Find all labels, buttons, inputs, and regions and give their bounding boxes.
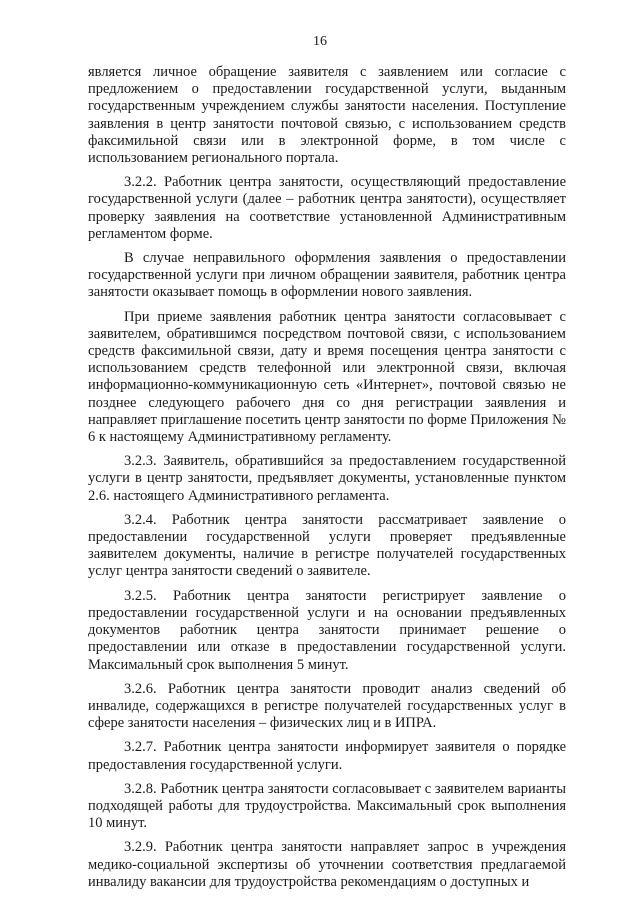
paragraph-3-2-8: 3.2.8. Работник центра занятости согласовывает с заявителем варианты подходящей работы для трудоустройства. Максимальный срок выполнения 10 минут. xyxy=(88,780,566,832)
paragraph-3-2-3: 3.2.3. Заявитель, обратившийся за предоставлением государственной услуги в центр занятости, предъявляет документы, установленные пунктом 2.6. настоящего Административного регламента. xyxy=(88,453,566,504)
paragraph-incorrect-application: В случае неправильного оформления заявления о предоставлении государственной услуги при личном обращении заявителя, работник центра занятости оказывает помощь в оформлении нового заявления. xyxy=(88,250,566,301)
paragraph-continuation: является личное обращение заявителя с заявлением или согласие с предложением о предоставлении государственной услуги, выданным государственным учреждением службы занятости населения. Поступление заявления в центр занятости почтовой связью, с использованием средств факсимильной связи или в электронной форме, в том числе с использованием регионального портала. xyxy=(88,64,566,167)
paragraph-3-2-9: 3.2.9. Работник центра занятости направляет запрос в учреждения медико-социальной экспертизы об уточнении соответствия предлагаемой инвалиду вакансии для трудоустройства рекомендациям о доступных и xyxy=(88,839,566,890)
paragraph-application-receipt: При приеме заявления работник центра занятости согласовывает с заявителем, обратившимся посредством почтовой связи, с использованием средств факсимильной связи, дату и время посещения центра занятости с использованием средств телефонной или электронной связи, включая информационно-коммуникационную сеть «Интернет», почтовой связью не позднее следующего рабочего дня со дня регистрации заявления и направляет приглашение посетить центр занятости по форме Приложения № 6 к настоящему Административному регламенту. xyxy=(88,308,566,446)
paragraph-3-2-7: 3.2.7. Работник центра занятости информирует заявителя о порядке предоставления государственной услуги. xyxy=(88,739,566,773)
paragraph-3-2-2: 3.2.2. Работник центра занятости, осуществляющий предоставление государственной услуги (далее – работник центра занятости), осуществляет проверку заявления на соответствие установленной Административным регламентом форме. xyxy=(88,174,566,242)
document-body xyxy=(88,64,566,898)
paragraph-3-2-6: 3.2.6. Работник центра занятости проводит анализ сведений об инвалиде, содержащихся в регистре получателей государственных услуг в сфере занятости населения – физических лиц и в ИПРА. xyxy=(88,680,566,732)
page-number: 16 xyxy=(313,34,327,49)
paragraph-3-2-4: 3.2.4. Работник центра занятости рассматривает заявление о предоставлении государственной услуги проверяет предъявленные заявителем документы, наличие в регистре получателей государственных услуг центра занятости сведений о заявителе. xyxy=(88,511,566,580)
paragraph-3-2-5: 3.2.5. Работник центра занятости регистрирует заявление о предоставлении государственной услуги и на основании предъявленных документов работник центра занятости принимает решение о предоставлении или отказе в предоставлении государственной услуги. Максимальный срок выполнения 5 минут. xyxy=(88,587,566,673)
